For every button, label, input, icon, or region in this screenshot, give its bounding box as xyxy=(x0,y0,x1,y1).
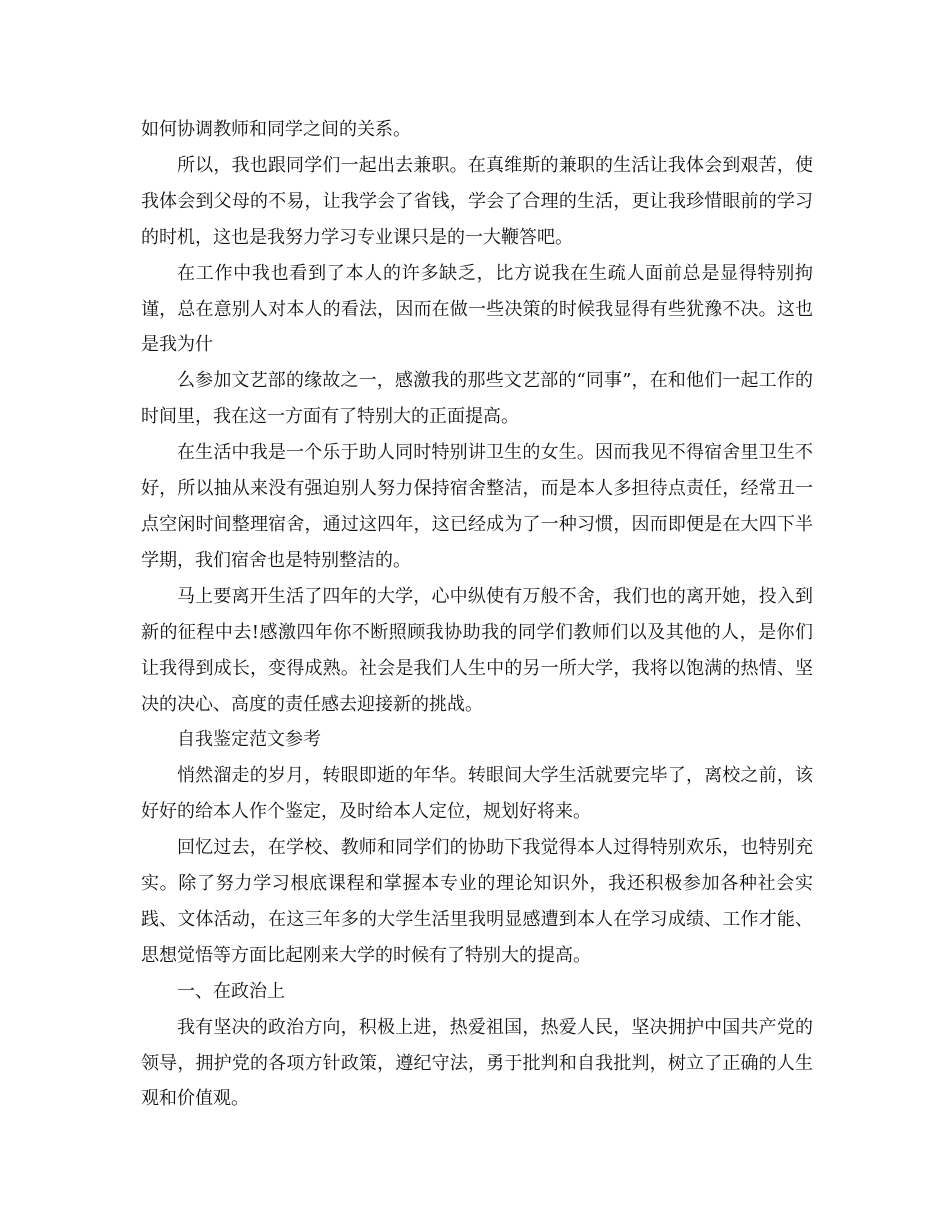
paragraph-2: 所以，我也跟同学们一起出去兼职。在真维斯的兼职的生活让我体会到艰苦，使我体会到父母的不易，让我学会了省钱，学会了合理的生活，更让我珍惜眼前的学习的时机，这也是我努力学习专业课只是的一大鞭答吧。 xyxy=(141,154,813,248)
paragraph-6: 马上要离开生活了四年的大学，心中纵使有万般不舍，我们也的离开她，投入到新的征程中去!感激四年你不断照顾我协助我的同学们教师们以及其他的人，是你们让我得到成长，变得成熟。社会是我们人生中的另一所大学，我将以饱满的热情、坚决的决心、高度的责任感去迎接新的挑战。 xyxy=(141,585,813,715)
paragraph-3: 在工作中我也看到了本人的许多缺乏，比方说我在生疏人面前总是显得特别拘谨，总在意别人对本人的看法，因而在做一些决策的时候我显得有些犹豫不决。这也是我为什 xyxy=(141,262,813,356)
section-heading-politics: 一、在政治上 xyxy=(177,980,285,1002)
paragraph-8: 回忆过去，在学校、教师和同学们的协助下我觉得本人过得特别欢乐，也特别充实。除了努力学习根底课程和掌握本专业的理论知识外，我还积极参加各种社会实践、文体活动，在这三年多的大学生活里我明显感遭到本人在学习成绩、工作才能、思想觉悟等方面比起刚来大学的时候有了特别大的提高。 xyxy=(141,837,813,966)
section-heading-reference: 自我鉴定范文参考 xyxy=(177,729,321,751)
document-page xyxy=(141,112,813,1117)
paragraph-1: 如何协调教师和同学之间的关系。 xyxy=(141,119,411,140)
paragraph-4: 么参加文艺部的缘故之一，感激我的那些文艺部的“同事”，在和他们一起工作的时间里，我在这一方面有了特别大的正面提高。 xyxy=(141,370,813,428)
paragraph-5: 在生活中我是一个乐于助人同时特别讲卫生的女生。因而我见不得宿舍里卫生不好，所以抽从来没有强迫别人努力保持宿舍整洁，而是本人多担待点责任，经常丑一点空闲时间整理宿舍，通过这四年，这已经成为了一种习惯，因而即便是在大四下半学期，我们宿舍也是特别整洁的。 xyxy=(141,442,813,571)
paragraph-9: 我有坚决的政治方向，积极上进，热爱祖国，热爱人民，坚决拥护中国共产党的领导，拥护党的各项方针政策，遵纪守法，勇于批判和自我批判，树立了正确的人生观和价值观。 xyxy=(141,1016,813,1110)
paragraph-7: 悄然溜走的岁月，转眼即逝的年华。转眼间大学生活就要完毕了，离校之前，该好好的给本人作个鉴定，及时给本人定位，规划好将来。 xyxy=(141,765,813,823)
